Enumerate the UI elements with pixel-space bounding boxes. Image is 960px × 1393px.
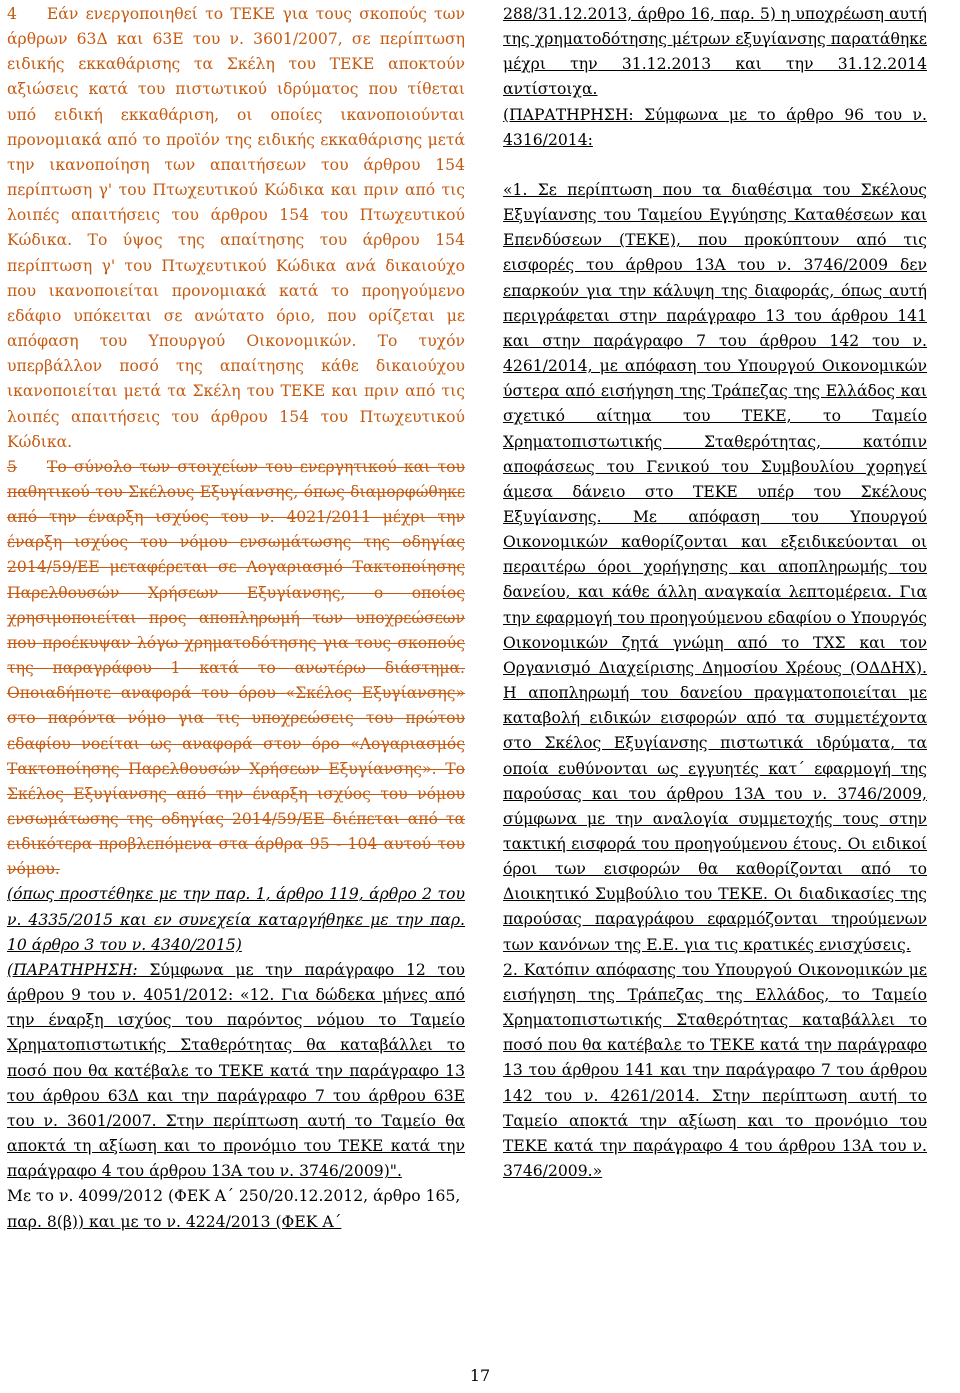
law-reference-line: παρ. 8(β)) και με το ν. 4224/2013 (ΦΕΚ Α΄: [7, 1212, 342, 1231]
law-reference-line: Με το ν. 4099/2012 (ΦΕΚ Α΄ 250/20.12.2012, άρθρο 165,: [7, 1187, 461, 1206]
observation-note: (ΠΑΡΑΤΗΡΗΣΗ: Σύμφωνα με το άρθρο 96 του ν. 4316/2014:: [503, 105, 927, 149]
paragraph-5-repealed: [7, 455, 465, 883]
paragraph-number: 4: [7, 5, 17, 23]
spacer: [503, 153, 927, 178]
amendment-note: (όπως προστέθηκε με την παρ. 1, άρθρο 119, άρθρο 2 του ν. 4335/2015 και εν συνεχεία καταργήθηκε με την παρ. 10 άρθρο 3 του ν. 4340/2015): [7, 885, 465, 954]
observation-text: Σύμφωνα με την παράγραφο 12 του άρθρου 9 του ν. 4051/2012: «12. Για δώδεκα μήνες από την έναρξη ισχύος του παρόντος νόμου το Ταμείο Χρηματοπιστωτικής Σταθερότητας θα καταβάλλει το ποσό που θα κατέβαλε το ΤΕΚΕ κατά την παράγραφο 13 του άρθρου 63Δ και την παράγραφο 7 του άρθρου 63Ε του ν. 3601/2007. Στην περίπτωση αυτή το Ταμείο θα αποκτά τη αξίωση και το προνόμιο του ΤΕΚΕ κατά την παράγραφο 4 του άρθρου 13Α του ν. 3746/2009)".: [7, 960, 465, 1181]
right-column: [503, 2, 927, 1184]
paragraph-4: [7, 2, 465, 455]
page-number: 17: [469, 1366, 491, 1385]
quoted-paragraph-1: «1. Σε περίπτωση που τα διαθέσιμα του Σκέλους Εξυγίανσης του Ταμείου Εγγύησης Καταθέσεων και Επενδύσεων (ΤΕΚΕ), που προκύπτουν από τις εισφορές του άρθρου 13Α του ν. 3746/2009 δεν επαρκούν για την κάλυψη της διαφοράς, όπως αυτή περιγράφεται στην παράγραφο 13 του άρθρου 141 και στην παράγραφο 7 του άρθρου 142 του ν. 4261/2014, με απόφαση του Υπουργού Οικονομικών ύστερα από εισήγηση της Τράπεζας της Ελλάδος και σχετικό αίτημα του ΤΕΚΕ, το Ταμείο Χρηματοπιστωτικής Σταθερότητας, κατόπιν αποφάσεως του Γενικού του Συμβουλίου χορηγεί άμεσα δάνειο στο ΤΕΚΕ υπέρ του Σκέλους Εξυγίανσης. Με απόφαση του Υπουργού Οικονομικών καθορίζονται και εξειδικεύονται οι περαιτέρω όροι χορήγησης και αποπληρωμής του δανείου, και κάθε άλλη αναγκαία λεπτομέρεια. Για την εφαρμογή του προηγούμενου εδαφίου ο Υπουργός Οικονομικών ζητά γνώμη από το ΤΧΣ και τον Οργανισμό Διαχείρισης Δημοσίου Χρέους (ΟΔΔΗΧ). Η αποπληρωμή του δανείου πραγματοποιείται με καταβολή ειδικών εισφορών από τα συμμετέχοντα στο Σκέλος Εξυγίανσης πιστωτικά ιδρύματα, τα οποία ευθύνονται ως εγγυητές κατ΄ εφαρμογή της παρούσας και του άρθρου 13Α του ν. 3746/2009, σύμφωνα με την αναλογία συμμετοχής τους στην τακτική εισφορά του προηγούμενου έτους. Οι ειδικοί όροι των εισφορών θα καθορίζονται από το Διοικητικό Συμβούλιο του ΤΕΚΕ. Οι διαδικασίες της παρούσας παραγράφου εφαρμόζονται τηρούμενων των κανόνων της Ε.Ε. για τις κρατικές ενισχύσεις.: [503, 180, 927, 954]
paragraph-text: Το σύνολο των στοιχείων του ενεργητικού και του παθητικού του Σκέλους Εξυγίανσης, όπως διαμορφώθηκε από την έναρξη ισχύος του ν. 4021/2011 μέχρι την έναρξη ισχύος του νόμου ενσωμάτωσης της οδηγίας 2014/59/ΕΕ μεταφέρεται σε Λογαριασμό Τακτοποίησης Παρελθουσών Χρήσεων Εξυγίανσης, ο οποίος χρησιμοποιείται προς αποπληρωμή των υποχρεώσεων που προέκυψαν λόγω χρηματοδότησης για τους σκοπούς της παραγράφου 1 κατά το ανωτέρω διάστημα. Οποιαδήποτε αναφορά του όρου «Σκέλος Εξυγίανσης» στο παρόντα νόμο για τις υποχρεώσεις του πρώτου εδαφίου νοείται ως αναφορά στον όρο «Λογαριασμός Τακτοποίησης Παρελθουσών Χρήσεων Εξυγίανσης». Το Σκέλος Εξυγίανσης από την έναρξη ισχύος του νόμου ενσωμάτωσης της οδηγίας 2014/59/ΕΕ διέπεται από τα ειδικότερα προβλεπόμενα στα άρθρα 95 - 104 αυτού του νόμου.: [7, 457, 465, 879]
observation-prefix: (ΠΑΡΑΤΗΡΗΣΗ:: [7, 960, 138, 979]
observation-note: [7, 958, 465, 1184]
paragraph-text: Εάν ενεργοποιηθεί το ΤΕΚΕ για τους σκοπούς των άρθρων 63Δ και 63Ε του ν. 3601/2007, σε περίπτωση ειδικής εκκαθάρισης τα Σκέλη του ΤΕΚΕ αποκτούν αξιώσεις κατά του πιστωτικού ιδρύματος που τίθεται υπό ειδική εκκαθάριση, οι οποίες ικανοποιούνται προνομιακά από το προϊόν της ειδικής εκκαθάρισης μετά την ικανοποίηση των απαιτήσεων του άρθρου 154 περίπτωση γ' του Πτωχευτικού Κώδικα και πριν από τις λοιπές απαιτήσεις του άρθρου 154 του Πτωχευτικού Κώδικα. Το ύψος της απαίτησης του άρθρου 154 περίπτωση γ' του Πτωχευτικού Κώδικα ανά δικαιούχο που ικανοποιείται προνομιακά κατά το προηγούμενο εδάφιο υπόκειται σε ανώτατο όριο, που ορίζεται με απόφαση του Υπουργού Οικονομικών. Το τυχόν υπερβάλλον ποσό της απαίτησης κάθε δικαιούχου ικανοποιείται μετά τα Σκέλη του ΤΕΚΕ και πριν από τις λοιπές απαιτήσεις του άρθρου 154 του Πτωχευτικού Κώδικα.: [7, 5, 465, 451]
quoted-paragraph-2: 2. Κατόπιν απόφασης του Υπουργού Οικονομικών με εισήγηση της Τράπεζας της Ελλάδος, το Ταμείο Χρηματοπιστωτικής Σταθερότητας καταβάλλει το ποσό που θα κατέβαλε το ΤΕΚΕ κατά την παράγραφο 13 του άρθρου 141 και την παράγραφο 7 του άρθρου 142 του ν. 4261/2014. Στην περίπτωση αυτή το Ταμείο αποκτά την αξίωση και το προνόμιο του ΤΕΚΕ κατά την παράγραφο 4 του άρθρου 13Α του ν. 3746/2009.»: [503, 960, 927, 1181]
continued-text: 288/31.12.2013, άρθρο 16, παρ. 5) η υποχρέωση αυτή της χρηματοδότησης μέτρων εξυγίανσης παρατάθηκε μέχρι την 31.12.2013 και την 31.12.2014 αντίστοιχα.: [503, 5, 927, 99]
left-column: [7, 2, 465, 1235]
paragraph-number: 5: [7, 457, 17, 476]
